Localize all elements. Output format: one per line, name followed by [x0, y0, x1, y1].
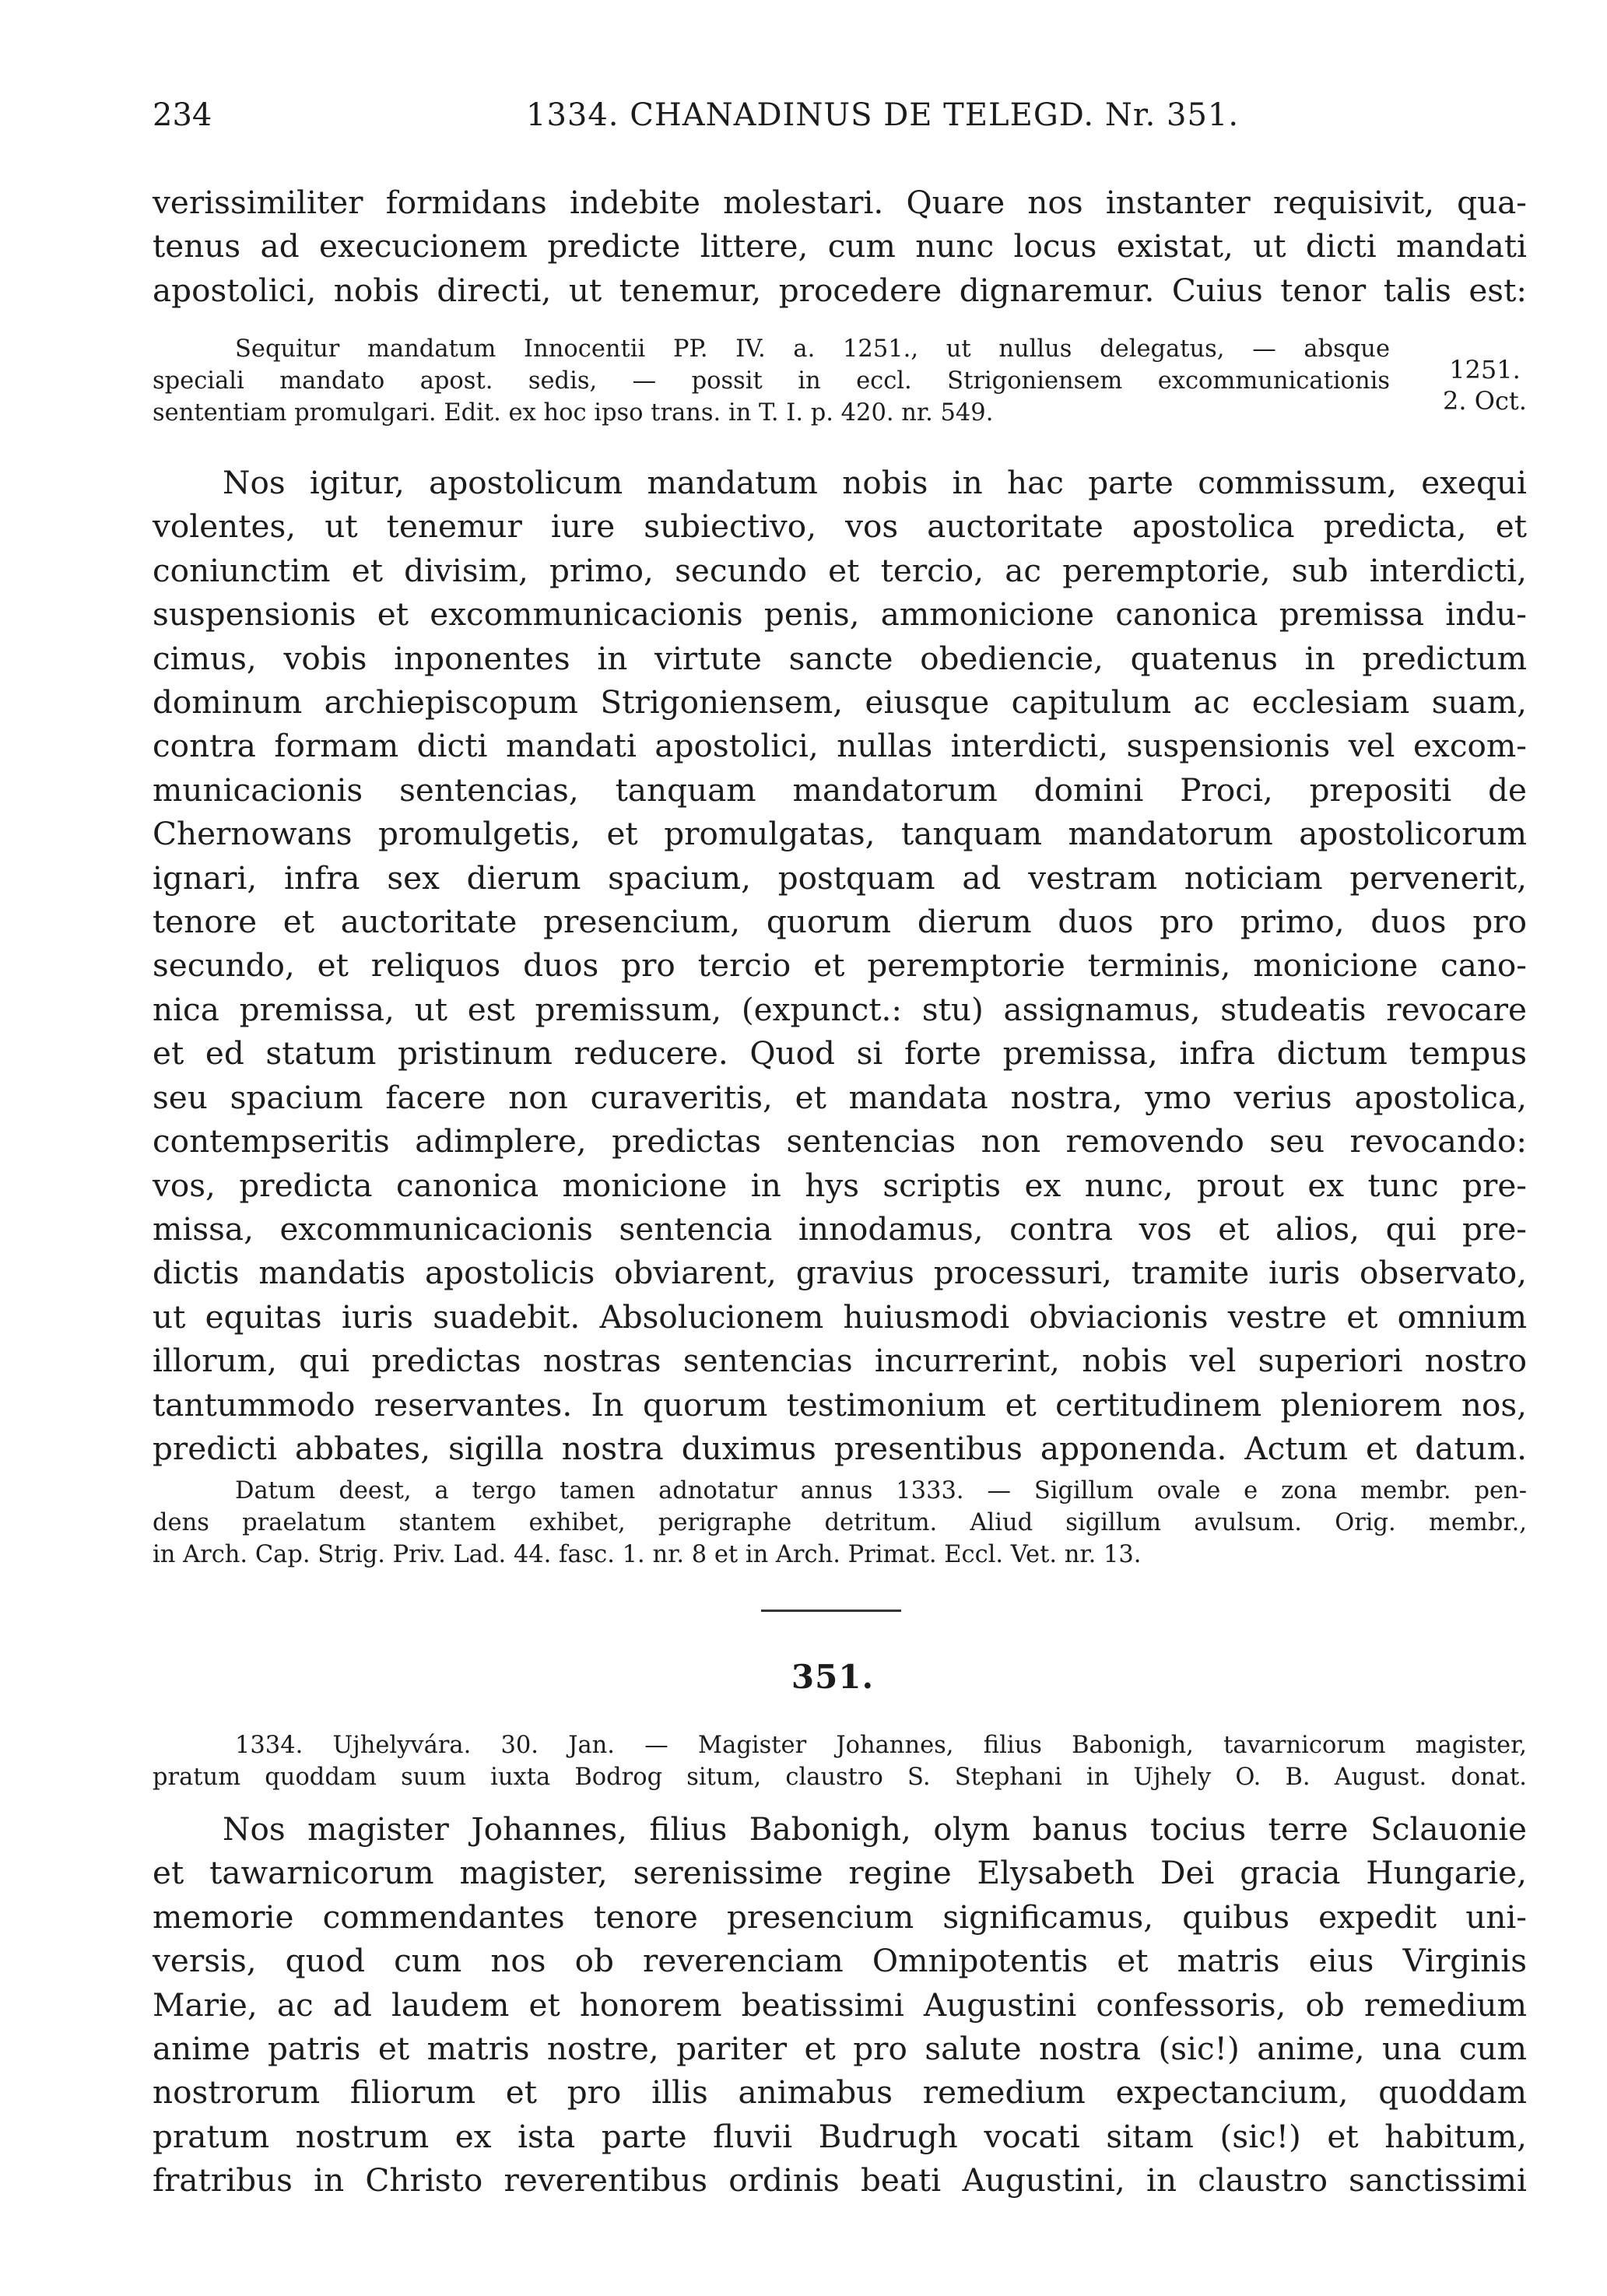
note-line: in Arch. Cap. Strig. Priv. Lad. 44. fasc. 1. nr. 8 et in Arch. Primat. Eccl. Vet. nr. 13.: [153, 1541, 1142, 1568]
note-line: Sequitur mandatum Innocentii PP. IV. a. 1251., ut nullus delegatus, — absque: [235, 335, 1390, 363]
text-line: secundo, et reliquos duos pro tercio et peremptorie terminis, monicione cano-: [153, 946, 1527, 985]
text-line: vos, predicta canonica monicione in hys scriptis ex nunc, prout ex tunc pre-: [153, 1166, 1527, 1204]
text-line: Nos magister Johannes, filius Babonigh, olym banus tocius terre Sclauonie: [223, 1810, 1527, 1848]
text-line: et tawarnicorum magister, serenissime regine Elysabeth Dei gracia Hungarie,: [153, 1854, 1527, 1892]
margin-day: 2. Oct.: [1443, 386, 1527, 416]
text-line: pratum nostrum ex ista parte fluvii Budrugh vocati sitam (sic!) et habitum,: [153, 2117, 1527, 2155]
regest-line: 1334. Ujhelyvára. 30. Jan. — Magister Johannes, filius Babonigh, tavarnicorum magister,: [235, 1732, 1527, 1759]
text-line: dominum archiepiscopum Strigoniensem, eiusque capitulum ac ecclesiam suam,: [153, 683, 1527, 721]
note-line: sententiam promulgari. Edit. ex hoc ipso trans. in T. I. p. 420. nr. 549.: [153, 399, 994, 427]
text-line: predicti abbates, sigilla nostra duximus presentibus apponenda. Actum et datum.: [153, 1429, 1527, 1467]
text-line: coniunctim et divisim, primo, secundo et tercio, ac peremptorie, sub interdicti,: [153, 551, 1527, 589]
page-number: 234: [153, 97, 212, 133]
text-line: et ed statum pristinum reducere. Quod si forte premissa, infra dictum tempus: [153, 1034, 1527, 1073]
text-line: Nos igitur, apostolicum mandatum nobis in hac parte commissum, exequi: [223, 464, 1527, 501]
regest-line: pratum quoddam suum iuxta Bodrog situm, claustro S. Stephani in Ujhely O. B. August. donat.: [153, 1764, 1527, 1791]
text-line: Marie, ac ad laudem et honorem beatissimi Augustini confessoris, ob remedium: [153, 1985, 1527, 2024]
text-line: municacionis sentencias, tanquam mandatorum domini Proci, prepositi de: [153, 771, 1527, 809]
note-line: speciali mandato apost. sedis, — possit in eccl. Strigoniensem excommunicationis: [153, 367, 1390, 395]
paragraph-continuation: [153, 181, 1527, 312]
text-line: suspensionis et excommunicacionis penis, ammonicione canonica premissa indu-: [153, 595, 1527, 634]
text-line: Chernowans promulgetis, et promulgatas, tanquam mandatorum apostolicorum: [153, 815, 1527, 853]
editorial-note-mandate: [153, 333, 1390, 429]
note-line: dens praelatum stantem exhibet, perigraphe detritum. Aliud sigillum avulsum. Orig. membr.,: [153, 1509, 1527, 1536]
text-line: contra formam dicti mandati apostolici, nullas interdicti, suspensionis vel excom-: [153, 727, 1527, 765]
text-line: anime patris et matris nostre, pariter et pro salute nostra (sic!) anime, una cum: [153, 2030, 1527, 2068]
text-line: versis, quod cum nos ob reverenciam Omnipotentis et matris eius Virginis: [153, 1942, 1527, 1980]
margin-date-note: [1434, 354, 1535, 416]
text-line: fratribus in Christo reverentibus ordinis beati Augustini, in claustro sanctissimi: [153, 2161, 1527, 2199]
text-line: ut equitas iuris suadebit. Absolucionem huiusmodi obviacionis vestre et omnium: [153, 1297, 1527, 1336]
text-line: verissimiliter formidans indebite molestari. Quare nos instanter requisivit, qua-: [153, 184, 1527, 221]
text-line: tantummodo reservantes. In quorum testimonium et certitudinem pleniorem nos,: [153, 1385, 1527, 1424]
text-line: seu spacium facere non curaveritis, et mandata nostra, ymo verius apostolica,: [153, 1078, 1527, 1116]
charter-paragraph: [153, 1807, 1527, 2203]
main-paragraph: [153, 461, 1527, 1470]
running-head: [153, 92, 1493, 139]
regest: [153, 1729, 1527, 1793]
text-line: nostrorum filiorum et pro illis animabus remedium expectancium, quoddam: [153, 2073, 1527, 2112]
section-divider: [761, 1610, 901, 1612]
margin-year: 1251.: [1449, 355, 1521, 384]
text-line: tenus ad execucionem predicte littere, cum nunc locus existat, ut dicti mandati: [153, 227, 1527, 265]
text-line: ignari, infra sex dierum spacium, postquam ad vestram noticiam pervenerit,: [153, 858, 1527, 897]
text-line: cimus, vobis inponentes in virtute sancte obediencie, quatenus in predictum: [153, 639, 1527, 677]
text-line: apostolici, nobis directi, ut tenemur, procedere dignaremur. Cuius tenor talis est:: [153, 271, 1527, 309]
text-line: nica premissa, ut est premissum, (expunct.: stu) assignamus, studeatis revocare: [153, 990, 1527, 1028]
text-line: tenore et auctoritate presencium, quorum dierum duos pro primo, duos pro: [153, 903, 1527, 941]
note-line: Datum deest, a tergo tamen adnotatur annus 1333. — Sigillum ovale e zona membr. pen-: [235, 1477, 1527, 1504]
text-line: volentes, ut tenemur iure subiectivo, vos auctoritate apostolica predicta, et: [153, 507, 1527, 546]
text-line: dictis mandatis apostolicis obviarent, gravius processuri, tramite iuris observato,: [153, 1254, 1527, 1292]
text-line: illorum, qui predictas nostras sentencias incurrerint, nobis vel superiori nostro: [153, 1342, 1527, 1380]
text-line: contempseritis adimplere, predictas sentencias non removendo seu revocando:: [153, 1122, 1527, 1160]
text-line: missa, excommunicacionis sentencia innodamus, contra vos et alios, qui pre-: [153, 1209, 1527, 1248]
document-number: 351.: [791, 1658, 875, 1696]
text-line: memorie commendantes tenore presencium significamus, quibus expedit uni-: [153, 1898, 1527, 1936]
editorial-note-seal: [153, 1475, 1527, 1571]
running-title: 1334. CHANADINUS DE TELEGD. Nr. 351.: [526, 97, 1240, 133]
